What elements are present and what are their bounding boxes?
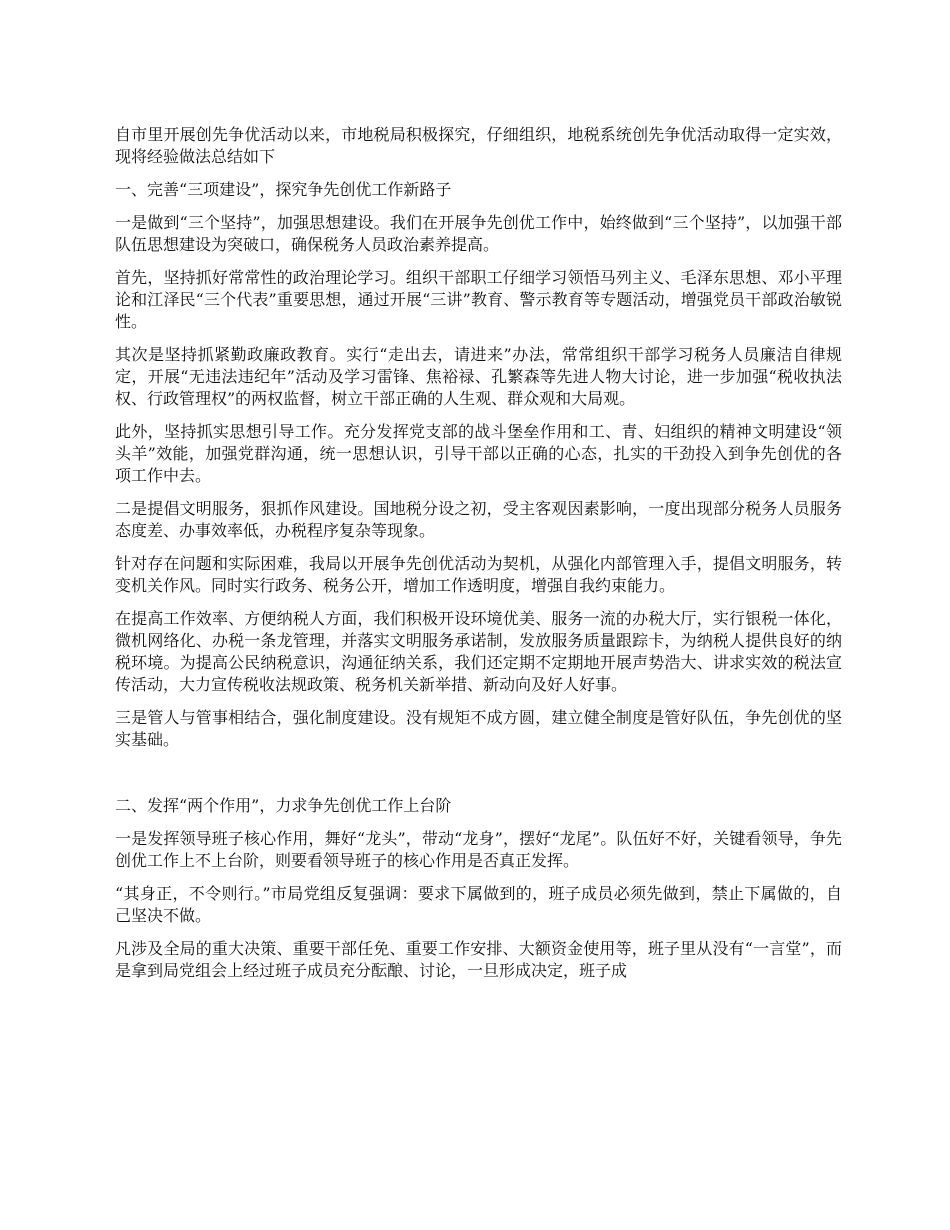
document-body bbox=[115, 124, 842, 993]
paragraph: 三是管人与管事相结合，强化制度建设。没有规矩不成方圆，建立健全制度是管好队伍，争先创优的坚实基础。 bbox=[115, 708, 842, 749]
section-heading-2: 二、发挥“两个作用”，力求争先创优工作上台阶 bbox=[115, 796, 452, 815]
intro-paragraph: 自市里开展创先争优活动以来，市地税局积极探究，仔细组织，地税系统创先争优活动取得一定实效，现将经验做法总结如下 bbox=[115, 125, 842, 166]
section-heading-1: 一、完善“三项建设”，探究争先创优工作新路子 bbox=[115, 180, 452, 199]
paragraph: 凡涉及全局的重大决策、重要干部任免、重要工作安排、大额资金使用等，班子里从没有“一言堂”，而是拿到局党组会上经过班子成员充分酝酿、讨论，一旦形成决定，班子成 bbox=[115, 939, 842, 980]
section-spacer bbox=[115, 762, 842, 795]
paragraph: 首先，坚持抓好常常性的政治理论学习。组织干部职工仔细学习领悟马列主义、毛泽东思想、邓小平理论和江泽民“三个代表”重要思想，通过开展“三讲”教育、警示教育等专题活动，增强党员干部政治敏锐性。 bbox=[115, 268, 842, 331]
paragraph: 二是提倡文明服务，狠抓作风建设。国地税分设之初，受主客观因素影响，一度出现部分税务人员服务态度差、办事效率低，办税程序复杂等现象。 bbox=[115, 499, 842, 540]
paragraph: 针对存在问题和实际困难，我局以开展争先创优活动为契机，从强化内部管理入手，提倡文明服务，转变机关作风。同时实行政务、税务公开，增加工作透明度，增强自我约束能力。 bbox=[115, 554, 842, 595]
paragraph: 在提高工作效率、方便纳税人方面，我们积极开设环境优美、服务一流的办税大厅，实行银税一体化，微机网络化、办税一条龙管理，并落实文明服务承诺制，发放服务质量跟踪卡，为纳税人提供良好的纳税环境。为提高公民纳税意识，沟通征纳关系，我们还定期不定期地开展声势浩大、讲求实效的税法宣传活动，大力宣传税收法规政策、税务机关新举措、新动向及好人好事。 bbox=[115, 609, 842, 694]
paragraph: 其次是坚持抓紧勤政廉政教育。实行“走出去，请进来”办法，常常组织干部学习税务人员廉洁自律规定，开展“无违法违纪年”活动及学习雷锋、焦裕禄、孔繁森等先进人物大讨论，进一步加强“税收执法权、行政管理权”的两权监督，树立干部正确的人生观、群众观和大局观。 bbox=[115, 345, 842, 408]
paragraph: 一是发挥领导班子核心作用，舞好“龙头”，带动“龙身”，摆好“龙尾”。队伍好不好，关键看领导，争先创优工作上不上台阶，则要看领导班子的核心作用是否真正发挥。 bbox=[115, 829, 842, 870]
paragraph: “其身正，不令则行。”市局党组反复强调：要求下属做到的，班子成员必须先做到，禁止下属做的，自己坚决不做。 bbox=[115, 884, 842, 925]
paragraph: 此外，坚持抓实思想引导工作。充分发挥党支部的战斗堡垒作用和工、青、妇组织的精神文明建设“领头羊”效能，加强党群沟通，统一思想认识，引导干部以正确的心态，扎实的干劲投入到争先创优的各项工作中去。 bbox=[115, 422, 842, 485]
paragraph: 一是做到“三个坚持”，加强思想建设。我们在开展争先创优工作中，始终做到“三个坚持”，以加强干部队伍思想建设为突破口，确保税务人员政治素养提高。 bbox=[115, 213, 842, 254]
